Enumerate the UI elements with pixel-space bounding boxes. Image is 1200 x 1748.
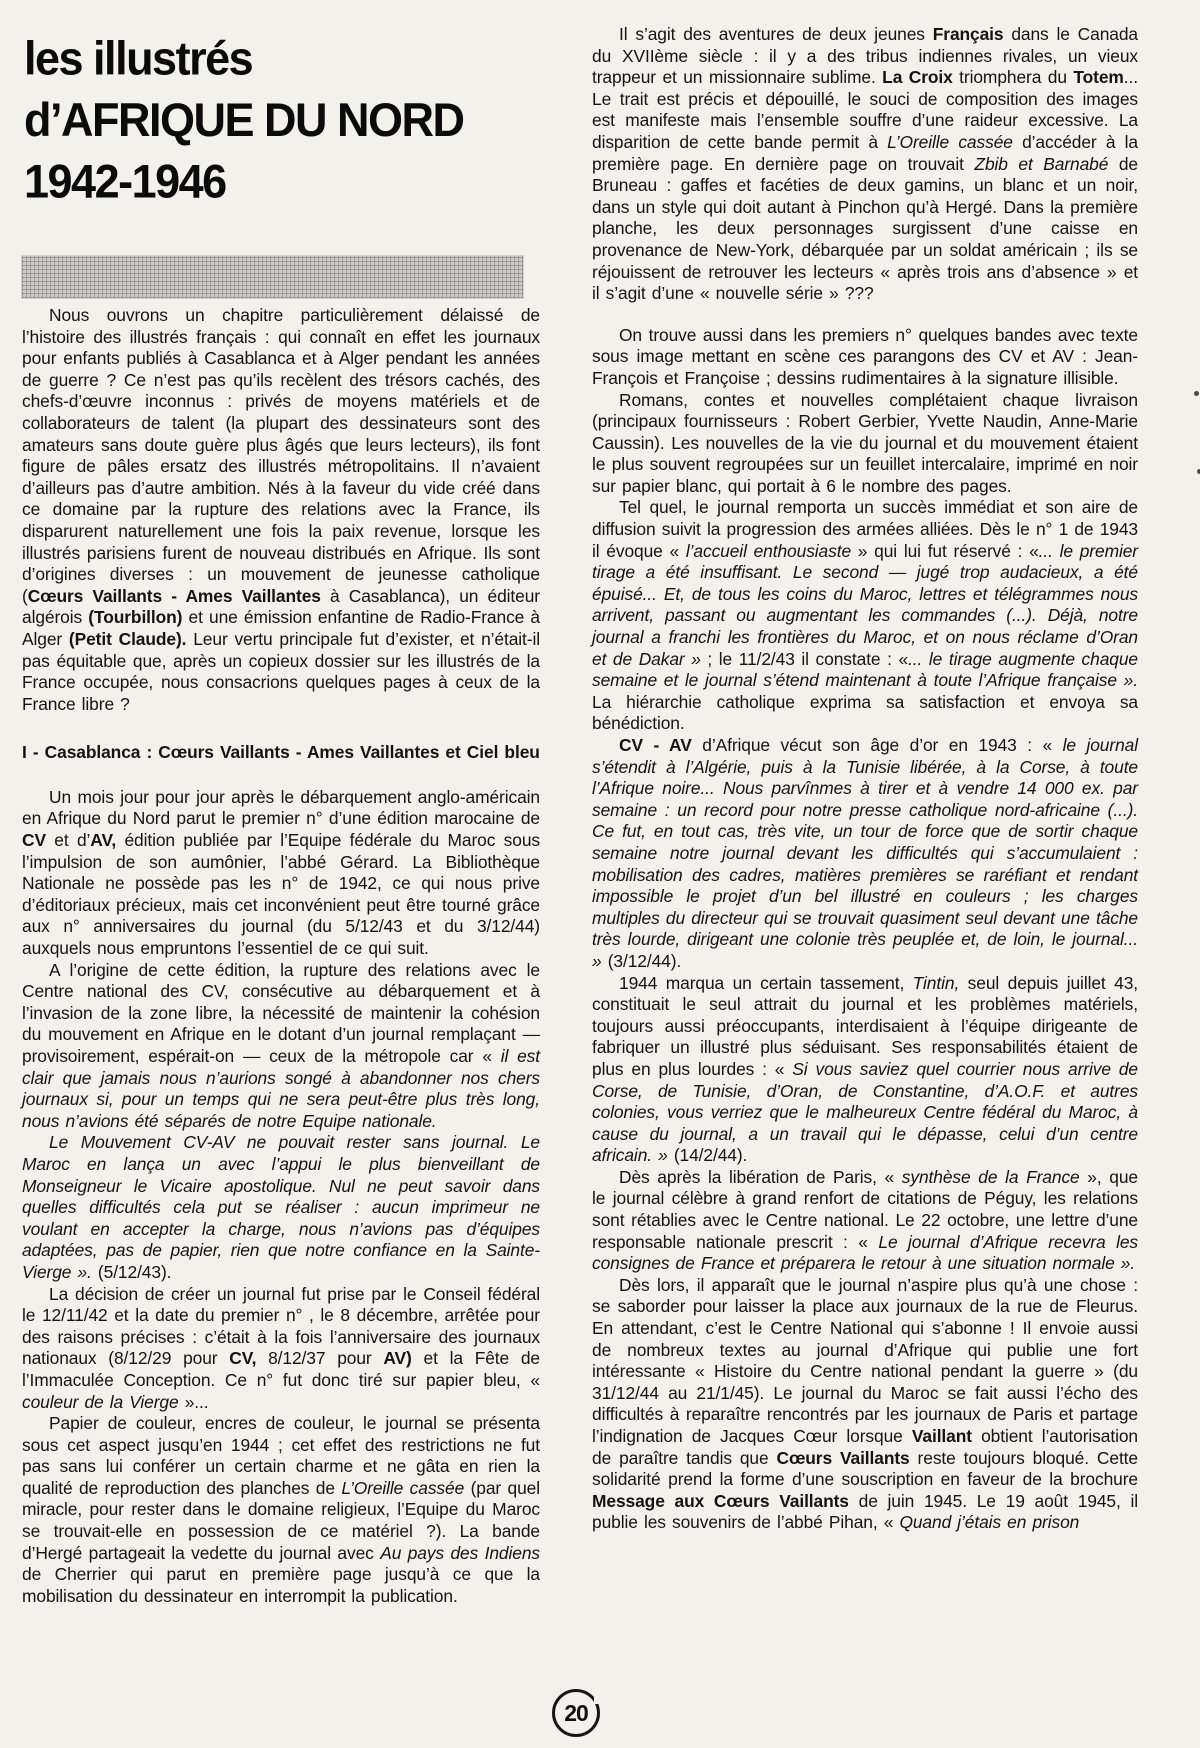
- left-text-column: [22, 305, 540, 1607]
- paragraph: Papier de couleur, encres de couleur, le journal se présenta sous cet aspect jusqu’en 1944 ; cet effet des restrictions ne fut pas sans lui conférer un certain charme et ne gâta en rien la qualité de reproduction des planches de L’Oreille cassée (par quel miracle, pour rester dans le domaine religieux, l’Equipe du Maroc se trouvait-elle en possession de ce matériel ?). La bande d’Hergé partageait la vedette du journal avec Au pays des Indiens de Cherrier qui parut en première page jusqu’à ce que la mobilisation du dessinateur en interrompit la publication.: [22, 1413, 541, 1606]
- decorative-hatch-bar: [22, 256, 523, 298]
- page-number-badge: [552, 1689, 600, 1737]
- paragraph: Un mois jour pour jour après le débarquement anglo-américain en Afrique du Nord parut le premier n° d’une édition marocaine de CV et d’AV, édition publiée par l’Equipe fédérale du Maroc sous l’impulsion de son aumônier, l’abbé Gérard. La Bibliothèque Nationale ne possède pas les n° de 1942, ce qui nous prive d’éditoriaux précieux, mais cet inconvénient peut être tourné grâce aux n° anniversaires du journal (du 5/12/43 et du 3/12/44) auxquels nous empruntons l’essentiel de ce qui suit.: [22, 786, 540, 959]
- paragraph: Il s’agit des aventures de deux jeunes Français dans le Canada du XVIIème siècle : il y a des tribus indiennes rivales, un vieux trappeur et un missionnaire sublime. La Croix triomphera du Totem... Le trait est précis et dépouillé, le souci de composition des images est manifeste mais l’ensemble souffre d’une raideur excessive. La disparition de cette bande permit à L’Oreille cassée d’accéder à la première page. En dernière page on trouvait Zbib et Barnabé de Bruneau : gaffes et facéties de deux gamins, un blanc et un noir, dans un style qui doit autant à Pinchon qu’à Hergé. Dans la première planche, les deux personnages surgissent d’une caisse en provenance de New-York, débarquée par un soldat américain ; ils se réjouissent de retrouver les lecteurs « après trois ans d’absence » et il s’agit d’une « nouvelle série » ???: [592, 24, 1139, 304]
- paragraph: Romans, contes et nouvelles complétaient chaque livraison (principaux fournisseurs : Robert Gerbier, Yvette Naudin, Anne-Marie Caussin). Les nouvelles de la vie du journal et du mouvement étaient le plus souvent regroupées sur un feuillet intercalaire, imprimé en noir sur papier blanc, qui portait à 6 le nombre des pages.: [592, 389, 1138, 496]
- title-line-2: d’AFRIQUE DU NORD: [24, 92, 464, 147]
- scan-speck: [1194, 391, 1199, 396]
- page-number: 20: [564, 1699, 588, 1726]
- paragraph: CV - AV d’Afrique vécut son âge d’or en 1943 : « le journal s’étendit à l’Algérie, puis à la Tunisie libérée, à la Corse, à toute l’Afrique noire... Nous parvînmes à tirer et à vendre 14 000 ex. par semaine : un record pour notre presse catholique nord-africaine (...). Ce fut, en tout cas, très vite, un tour de force que de sortir chaque semaine notre journal devant les difficultés qui s’accumulaient : mobilisation des cadres, matières premières se raréfiant et rendant impossible le projet d’un bel illustré en couleurs ; les charges multiples du directeur qui se trouvait quasiment seul devant une tâche très lourde, dirigeant une colonie très peuplée et, de loin, le journal... » (3/12/44).: [592, 735, 1138, 971]
- paragraph: Tel quel, le journal remporta un succès immédiat et son aire de diffusion suivit la progression des armées alliées. Dès le n° 1 de 1943 il évoque « l’accueil enthousiaste » qui lui fut réservé : «... le premier tirage a été insuffisant. Le second — jugé trop audacieux, a été épuisé... Et, de tous les coins du Maroc, lettres et télégrammes nous arrivent, passant ou augmentant les commandes (...). Déjà, notre journal a franchi les frontières du Maroc, et on nous réclame d’Oran et de Dakar » ; le 11/2/43 il constate : «... le tirage augmente chaque semaine et le journal s’étend maintenant à toute l’Afrique française ». La hiérarchie catholique exprima sa satisfaction et envoya sa bénédiction.: [592, 497, 1139, 734]
- paragraph: Nous ouvrons un chapitre particulièrement délaissé de l’histoire des illustrés français : qui connaît en effet les journaux pour enfants publiés à Casablanca et à Alger pendant les années de guerre ? Ce n’est pas qu’ils recèlent des trésors cachés, des chefs-d’œuvre inconnus : privés de moyens matériels et de collaborateurs de talent (la plupart des dessinateurs sont des amateurs sans doute guère plus âgés que leurs lecteurs), ils font figure de pâles ersatz des illustrés métropolitains. Il n’avaient d’ailleurs pas d’autre ambition. Nés à la faveur du vide créé dans ce domaine par la rupture des relations avec la France, ils disparurent naturellement une fois la paix revenue, lorsque les illustrés parisiens furent de nouveau distribués en Afrique. Ils sont d’origines diverses : un mouvement de jeunesse catholique (Cœurs Vaillants - Ames Vaillantes à Casablanca), un éditeur algérois (Tourbillon) et une émission enfantine de Radio-France à Alger (Petit Claude). Leur vertu principale fut d’exister, et n’était-il pas équitable que, après un copieux dossier sur les illustrés de la France occupée, nous consacrions quelques pages à ceux de la France libre ?: [22, 305, 541, 714]
- paragraph: A l’origine de cette édition, la rupture des relations avec le Centre national des CV, consécutive au débarquement et à l’invasion de la zone libre, la nécessité de maintenir la cohésion du mouvement en Afrique en le dotant d’un journal remplaçant — provisoirement, espérait-on — ceux de la métropole car « il est clair que jamais nous n’aurions songé à abandonner nos chers journaux si, pour un temps qui ne sera peut-être plus très long, nous n’avions été séparés de notre Equipe nationale.: [22, 959, 540, 1131]
- title-line-3: 1942-1946: [24, 154, 226, 209]
- right-text-column: [592, 24, 1138, 1534]
- paragraph: On trouve aussi dans les premiers n° quelques bandes avec texte sous image mettant en scène ces parangons des CV et AV : Jean-François et Françoise ; dessins rudimentaires à la signature illisible.: [592, 324, 1138, 388]
- article-title: [24, 28, 464, 212]
- paragraph: La décision de créer un journal fut prise par le Conseil fédéral le 12/11/42 et la date du premier n° , le 8 décembre, arrêtée pour des raisons précises : c’était à la fois l’anniversaire des journaux nationaux (8/12/29 pour CV, 8/12/37 pour AV) et la Fête de l’Immaculée Conception. Ce n° fut donc tiré sur papier bleu, « couleur de la Vierge »...: [22, 1283, 541, 1412]
- paragraph: 1944 marqua un certain tassement, Tintin, seul depuis juillet 43, constituait le seul attrait du journal et les problèmes matériels, toujours aussi préoccupants, interdisaient à l’équipe dirigeante de fabriquer un illustré plus séduisant. Ses responsabilités étaient de plus en plus lourdes : « Si vous saviez quel courrier nous arrive de Corse, de Tunisie, d’Oran, de Constantine, d’A.O.F. et autres colonies, vous verriez que le malheureux Centre fédéral du Maroc, à cause du journal, a un travail qui le dépasse, celui d’un centre africain. » (14/2/44).: [592, 972, 1138, 1166]
- title-line-1: les illustrés: [24, 31, 253, 86]
- paragraph: Dès après la libération de Paris, « synthèse de la France », que le journal célèbre à grand renfort de citations de Péguy, les relations sont rétablies avec le Centre national. Le 22 octobre, une lettre d’une responsable nationale prescrit : « Le journal d’Afrique recevra les consignes de France et préparera le retour à une situation normale ».: [592, 1166, 1138, 1274]
- section-heading: I - Casablanca : Cœurs Vaillants - Ames Vaillantes et Ciel bleu: [22, 742, 540, 763]
- paragraph: Le Mouvement CV-AV ne pouvait rester sans journal. Le Maroc en lança un avec l’appui le plus bienveillant de Monseigneur le Vicaire apostolique. Nul ne peut savoir dans quelles difficultés cela put se réaliser : aucun imprimeur ne voulant en accepter la charge, nous n’avions pas d’équipes adaptées, pas de papier, rien que notre confiance en la Sainte-Vierge ». (5/12/43).: [22, 1132, 540, 1282]
- paragraph: Dès lors, il apparaît que le journal n’aspire plus qu’à une chose : se saborder pour laisser la place aux journaux de la rue de Fleurus. En attendant, c’est le Centre National qui s’abonne ! Il envoie aussi de nombreux textes au journal d’Afrique qui publie une fort intéressante « Histoire du Centre national pendant la guerre » (du 31/12/44 au 21/1/45). Le journal du Maroc se fait aussi l’écho des difficultés à reparaître rencontrés par les journaux de Paris et partage l’indignation de Jacques Cœur lorsque Vaillant obtient l’autorisation de paraître tandis que Cœurs Vaillants reste toujours bloqué. Cette solidarité prend la forme d’une souscription en faveur de la brochure Message aux Cœurs Vaillants de juin 1945. Le 19 août 1945, il publie les souvenirs de l’abbé Pihan, « Quand j’étais en prison: [592, 1274, 1139, 1533]
